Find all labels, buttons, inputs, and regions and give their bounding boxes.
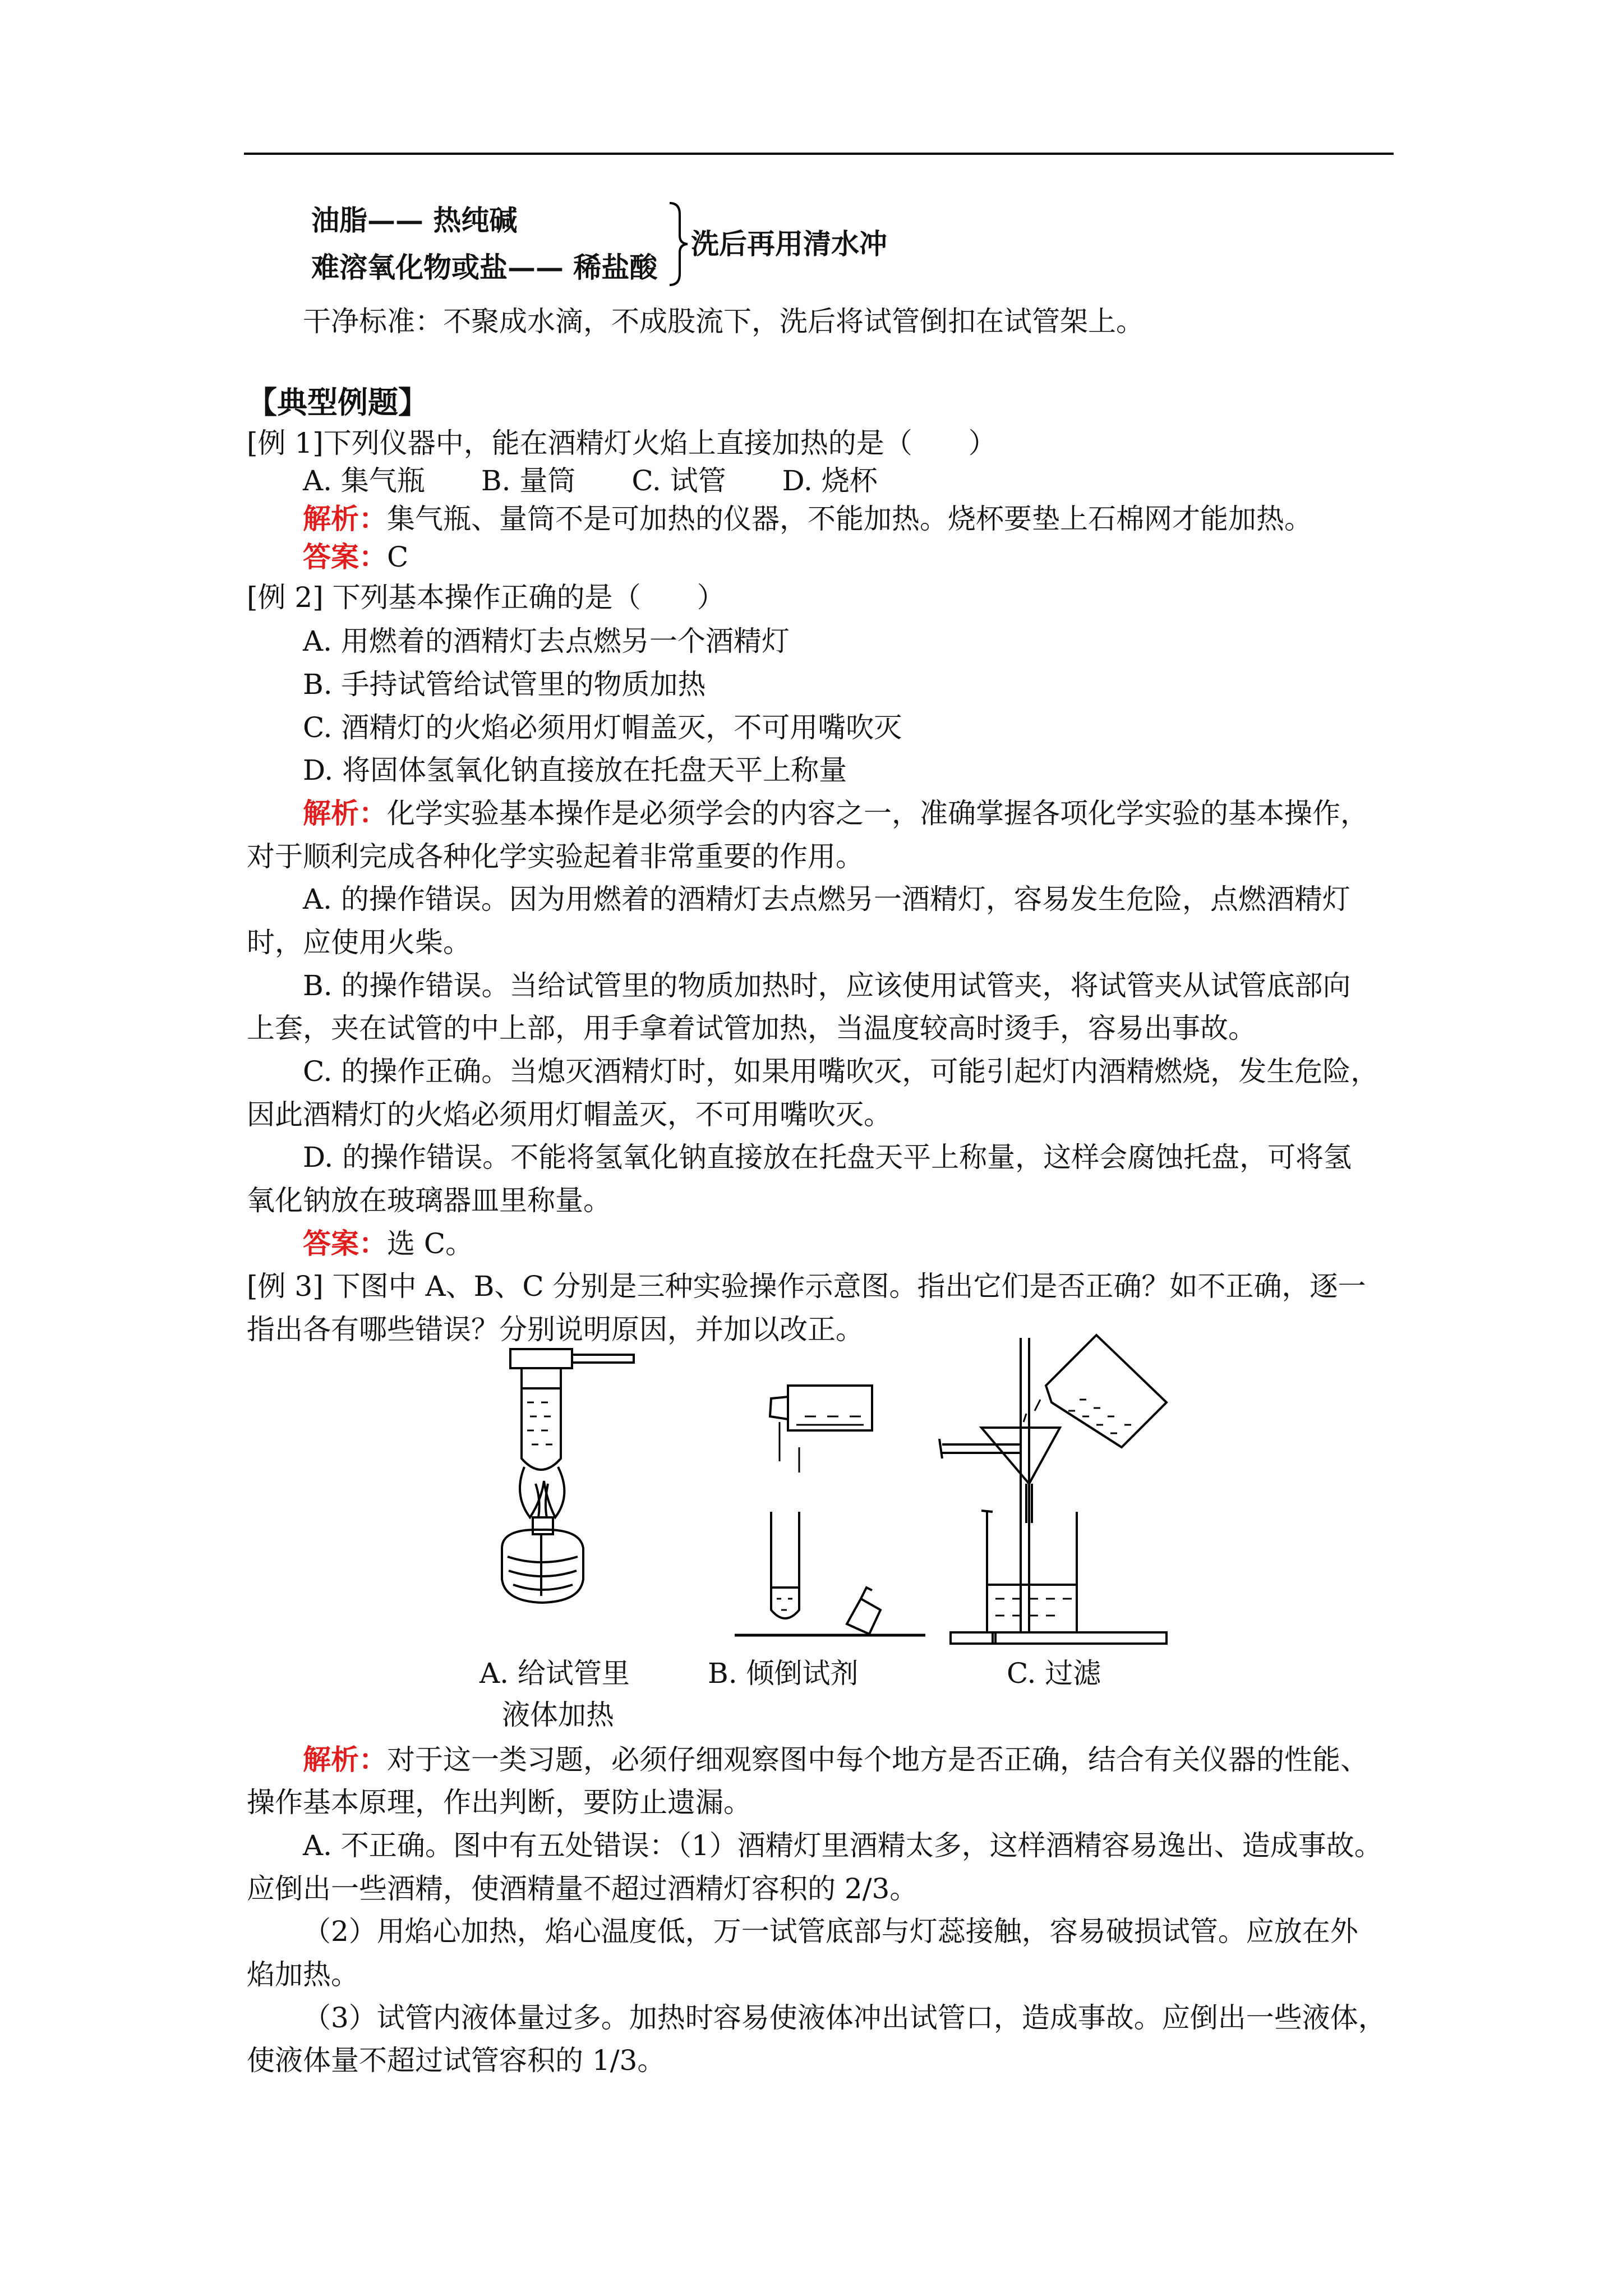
- ex2-analysis: [303, 794, 1368, 833]
- answer-label: 答案：: [303, 540, 387, 573]
- header-rule: [244, 153, 1394, 155]
- ex2-question: [例 2] 下列基本操作正确的是（ ）: [247, 581, 725, 614]
- ex2-option-a: A. 用燃着的酒精灯去点燃另一个酒精灯: [303, 625, 790, 657]
- ex3-p3-line2: 使液体量不超过试管容积的 1/3。: [247, 2044, 666, 2077]
- figure-a-heating: [502, 1349, 634, 1603]
- ex3-p3-line1: （3）试管内液体量过多。加热时容易使液体冲出试管口，造成事故。应倒出一些液体，: [303, 2001, 1386, 2034]
- ex3-analysis-line2: 操作基本原理，作出判断，要防止遗漏。: [247, 1786, 751, 1819]
- ex2-option-b: B. 手持试管给试管里的物质加热: [303, 668, 706, 701]
- ex3-p2-line2: 焰加热。: [247, 1958, 359, 1991]
- analysis-label: 解析：: [303, 797, 387, 830]
- caption-a-line1: A. 给试管里: [479, 1657, 630, 1690]
- ex3-a-line1: A. 不正确。图中有五处错误：（1）酒精灯里酒精太多，这样酒精容易逸出、造成事故。: [303, 1829, 1382, 1862]
- ex2-analysis-line1: 化学实验基本操作是必须学会的内容之一，准确掌握各项化学实验的基本操作，: [387, 797, 1368, 830]
- ex2-d-line1: D. 的操作错误。不能将氢氧化钠直接放在托盘天平上称量，这样会腐蚀托盘，可将氢: [303, 1141, 1352, 1174]
- caption-c: C. 过滤: [1007, 1657, 1101, 1690]
- ex2-c-line1: C. 的操作正确。当熄灭酒精灯时，如果用嘴吹灭，可能引起灯内酒精燃烧，发生危险，: [303, 1055, 1379, 1088]
- ex2-d-line2: 氧化钠放在玻璃器皿里称量。: [247, 1184, 611, 1217]
- caption-a-line2: 液体加热: [502, 1699, 614, 1731]
- ex2-option-c: C. 酒精灯的火焰必须用灯帽盖灭，不可用嘴吹灭: [303, 711, 902, 744]
- ex3-analysis-line1: 对于这一类习题，必须仔细观察图中每个地方是否正确，结合有关仪器的性能、: [387, 1743, 1368, 1776]
- ex3-question-line2: 指出各有哪些错误？分别说明原因，并加以改正。: [247, 1313, 864, 1346]
- ex1-analysis: [303, 499, 1312, 539]
- ex2-answer: [303, 1224, 473, 1263]
- answer-label: 答案：: [303, 1227, 387, 1260]
- curly-brace: [667, 202, 690, 286]
- caption-b: B. 倾倒试剂: [708, 1657, 859, 1690]
- ex2-b-line1: B. 的操作错误。当给试管里的物质加热时，应该使用试管夹，将试管夹从试管底部向: [303, 969, 1351, 1002]
- ex2-answer-text: 选 C。: [387, 1227, 474, 1260]
- ex3-p2-line1: （2）用焰心加热，焰心温度低，万一试管底部与灯蕊接触，容易破损试管。应放在外: [303, 1915, 1358, 1948]
- ex2-c-line2: 因此酒精灯的火焰必须用灯帽盖灭，不可用嘴吹灭。: [247, 1098, 892, 1131]
- experiment-figure: [474, 1332, 1175, 1658]
- figure-c-filtering: [939, 1335, 1166, 1644]
- ex3-question-line1: [例 3] 下图中 A、B、C 分别是三种实验操作示意图。指出它们是否正确？如不正确，逐一: [247, 1270, 1366, 1303]
- figure-b-pouring: [735, 1386, 925, 1635]
- ex2-a-line1: A. 的操作错误。因为用燃着的酒精灯去点燃另一酒精灯，容易发生危险，点燃酒精灯: [303, 883, 1350, 915]
- ex1-options: A. 集气瓶 B. 量筒 C. 试管 D. 烧杯: [303, 464, 878, 497]
- ex2-option-d: D. 将固体氢氧化钠直接放在托盘天平上称量: [303, 754, 847, 786]
- ex2-b-line2: 上套，夹在试管的中上部，用手拿着试管加热，当温度较高时烫手，容易出事故。: [247, 1012, 1256, 1045]
- ex1-analysis-text: 集气瓶、量筒不是可加热的仪器，不能加热。烧杯要垫上石棉网才能加热。: [387, 503, 1312, 535]
- analysis-label: 解析：: [303, 1743, 387, 1776]
- ex2-a-line2: 时，应使用火柴。: [247, 926, 471, 959]
- ex1-answer: [303, 537, 408, 577]
- ex2-analysis-line2: 对于顺利完成各种化学实验起着非常重要的作用。: [247, 840, 864, 873]
- cleaning-rinse: 洗后再用清水冲: [691, 227, 887, 260]
- cleaning-row-oxide: 难溶氧化物或盐—— 稀盐酸: [311, 251, 658, 284]
- ex1-question: [例 1]下列仪器中，能在酒精灯火焰上直接加热的是（ ）: [247, 427, 997, 459]
- analysis-label: 解析：: [303, 502, 387, 535]
- section-title: 【典型例题】: [247, 384, 428, 420]
- ex3-analysis: [303, 1740, 1368, 1779]
- ex1-answer-text: C: [387, 541, 409, 573]
- ex3-a-line2: 应倒出一些酒精，使酒精量不超过酒精灯容积的 2/3。: [247, 1872, 918, 1905]
- cleaning-row-oil: 油脂—— 热纯碱: [311, 204, 518, 237]
- clean-standard: 干净标准：不聚成水滴，不成股流下，洗后将试管倒扣在试管架上。: [303, 305, 1144, 338]
